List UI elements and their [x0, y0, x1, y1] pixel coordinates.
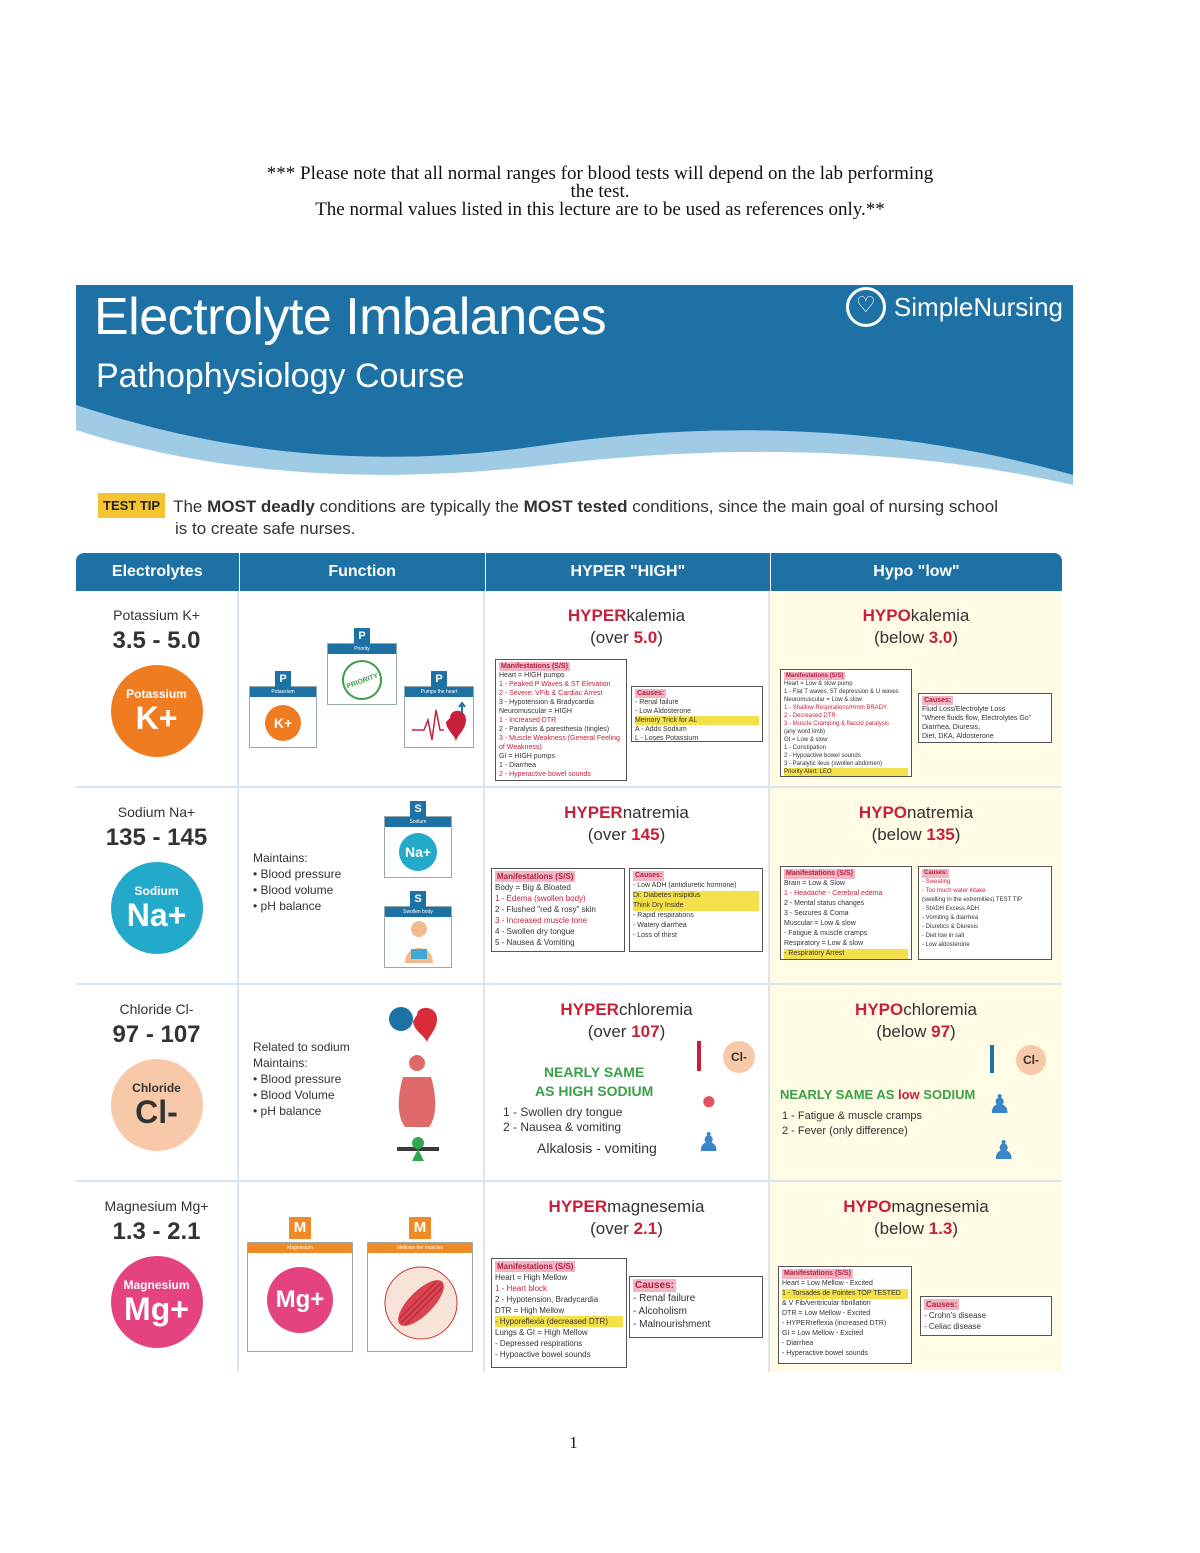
box-line: (any word limb): [784, 729, 826, 735]
tile-letter: M: [289, 1217, 311, 1239]
box-line: - Malnourishment: [633, 1319, 711, 1330]
magnesium-badge-icon: [111, 1256, 203, 1348]
manifestations-box: [491, 868, 625, 952]
cond-prefix: HYPO: [858, 803, 908, 822]
test-tip: [98, 493, 1058, 539]
box-line: Body = Big & Bloated: [495, 883, 571, 892]
cond-value: 145: [631, 825, 660, 844]
table-row-chloride: [76, 985, 1062, 1182]
box-heading: Manifestations (S/S): [786, 870, 853, 877]
cond-close: ): [954, 825, 961, 844]
hypo-cell: [770, 1182, 1062, 1372]
tile-letter: P: [275, 671, 291, 687]
function-cell: [239, 788, 485, 983]
nearly-same-note: [780, 1087, 975, 1102]
box-line: of Weakness): [499, 744, 542, 751]
hyper-condition: [485, 605, 768, 649]
box-line: GI = Low Mellow - Excited: [782, 1330, 864, 1337]
box-line: Brain = Low & Slow: [784, 880, 845, 887]
electrolyte-table: [76, 553, 1062, 1372]
hyper-cell: [485, 591, 770, 786]
cond-value: 97: [931, 1022, 951, 1041]
box-line: 5 - Nausea & Vomiting: [495, 938, 575, 947]
chloride-bubble-icon: Cl-: [1016, 1045, 1046, 1075]
electrolyte-infographic: [76, 285, 1073, 1367]
cond-compare: (over: [587, 1022, 632, 1041]
box-line: - Alcoholism: [633, 1306, 687, 1317]
cond-prefix: HYPER: [548, 1197, 608, 1216]
box-line: 2 - Hyperactive bowel sounds: [499, 771, 591, 778]
heart-pump-icon: [410, 700, 470, 746]
hypo-cell: [770, 591, 1062, 786]
normal-range: 97 - 107: [112, 1021, 201, 1048]
function-item: • Blood pressure: [253, 1072, 342, 1086]
function-title: Maintains:: [253, 851, 308, 865]
cond-prefix: HYPER: [564, 803, 623, 822]
tip-bold: MOST tested: [523, 497, 628, 516]
disclaimer-line-3: The normal values listed in this lecture are to be used as references only.**: [315, 199, 885, 220]
note-part: low: [898, 1087, 920, 1102]
header-function: Function: [240, 553, 486, 591]
badge-label: Magnesium: [123, 1278, 190, 1292]
cond-prefix: HYPO: [855, 1000, 904, 1019]
box-line: DTR = Low Mellow - Excited: [782, 1310, 871, 1317]
box-line: 1 - Increased DTR: [499, 717, 557, 724]
cond-value: 107: [631, 1022, 660, 1041]
disclaimer-line-2: the test.: [570, 181, 630, 202]
box-line: - Hyperactive bowel sounds: [782, 1350, 868, 1357]
box-line: 3 - Hypotension & Bradycardia: [499, 699, 594, 706]
mellows-muscles-tile: [367, 1219, 473, 1352]
function-item-text: Blood volume: [260, 883, 334, 897]
box-heading: Manifestations (S/S): [501, 663, 568, 670]
note-line: AS HIGH SODIUM: [535, 1083, 654, 1099]
box-heading: Manifestations (S/S): [784, 1270, 851, 1277]
function-item: • Blood Volume: [253, 1088, 335, 1102]
tile-symbol: Na+: [399, 833, 437, 871]
box-line: - Crohn's disease: [924, 1311, 986, 1320]
box-line: 3 - Paralytic ileus (swollen abdomen): [784, 761, 883, 767]
cond-compare: (over: [587, 825, 632, 844]
box-heading: Causes:: [926, 1300, 958, 1309]
cond-compare: (over: [590, 628, 634, 647]
symptom-list: [782, 1109, 922, 1139]
cond-close: ): [950, 1022, 956, 1041]
box-line: 1 - Heart block: [495, 1284, 548, 1293]
box-heading: Causes:: [924, 870, 948, 876]
normal-range: 135 - 145: [105, 824, 208, 851]
banner-subtitle: Pathophysiology Course: [96, 357, 465, 395]
header-hyper: HYPER "HIGH": [486, 553, 771, 591]
cond-suffix: chloremia: [618, 1000, 693, 1019]
box-line: Memory Trick for AL: [635, 716, 759, 725]
box-line: - Respiratory Arrest: [784, 949, 908, 959]
badge-symbol: Cl-: [135, 1094, 178, 1130]
box-line: 3 - Seizures & Coma: [784, 910, 849, 917]
box-line: 1 - Peaked P Waves & ST Elevation: [499, 681, 611, 688]
cond-prefix: HYPER: [567, 606, 627, 625]
tile-symbol: Mg+: [267, 1267, 333, 1333]
box-line: Di: Diabetes insipidus: [633, 891, 759, 901]
box-line: - Low aldosterone: [922, 942, 970, 948]
box-line: Fluid Loss/Electrolyte Loss: [922, 706, 1006, 713]
causes-box: [631, 686, 763, 742]
manifestations-box: [778, 1266, 912, 1364]
alkalosis-note: Alkalosis - vomiting: [537, 1140, 657, 1156]
box-line: - Rapid respirations: [633, 912, 694, 919]
priority-stamp-icon: PRIORITY: [336, 654, 387, 705]
box-line: 1 - Diarrhea: [499, 762, 536, 769]
cond-value: 5.0: [633, 628, 658, 647]
tile-caption: Swollen body: [385, 907, 451, 917]
box-line: 2 - Flushed "red & rosy" skin: [495, 905, 596, 914]
box-line: Heart = HIGH pumps: [499, 672, 565, 679]
box-line: 3 - Muscle Weakness (General Feeling: [499, 735, 620, 742]
box-line: - Diarrhea: [782, 1340, 814, 1347]
box-line: Muscular = Low & slow: [784, 920, 856, 927]
cond-suffix: magnesemia: [891, 1197, 989, 1216]
box-line: Neuromuscular = HIGH: [499, 708, 572, 715]
function-cell: [239, 591, 485, 786]
electrolyte-cell: [76, 788, 239, 983]
badge-label: Potassium: [126, 687, 187, 701]
box-line: L - Loses Potassium: [635, 735, 699, 742]
muscle-icon: [383, 1265, 459, 1341]
box-line: & V Fib/ventricular fibrillation: [782, 1300, 871, 1307]
electrolyte-name: Sodium Na+: [117, 804, 196, 820]
cond-suffix: chloremia: [903, 1000, 977, 1019]
manifestations-box: [780, 866, 912, 960]
page-number: 1: [569, 1433, 578, 1452]
nearly-same-note: [535, 1063, 653, 1101]
box-line: 2 - Mental status changes: [784, 900, 865, 907]
function-item-text: Blood pressure: [260, 1072, 342, 1086]
box-line: - Diet low in salt: [922, 933, 965, 939]
cond-compare: (below: [873, 1219, 929, 1238]
table-row-potassium: [76, 591, 1062, 788]
box-line: - Depressed respirations: [495, 1339, 583, 1348]
box-heading: Causes:: [924, 697, 952, 704]
box-line: 1 - Torsades de Pointes TOP TESTED: [782, 1289, 908, 1299]
note-line: NEARLY SAME: [543, 1064, 645, 1080]
function-cell: [239, 985, 485, 1180]
tile-letter: M: [409, 1217, 431, 1239]
tip-text: conditions, since the main goal of nursing school: [627, 497, 998, 516]
box-heading: Causes:: [637, 690, 665, 697]
symptom-item: 1 - Swollen dry tongue: [503, 1105, 623, 1119]
box-line: 2 - Severe: VFib & Cardiac Arrest: [499, 690, 603, 697]
symptom-item: 2 - Fever (only difference): [782, 1125, 908, 1137]
box-line: 4 - Swollen dry tongue: [495, 927, 575, 936]
arrow-down-icon: [990, 1045, 994, 1073]
cond-prefix: HYPER: [560, 1000, 619, 1019]
causes-box: [918, 693, 1052, 743]
electrolyte-cell: [76, 591, 239, 786]
tile-letter: P: [431, 671, 447, 687]
lab-disclaimer: [0, 165, 1200, 219]
symptom-list: [503, 1105, 622, 1135]
cond-close: ): [659, 1022, 666, 1041]
cond-suffix: magnesemia: [607, 1197, 705, 1216]
box-line: - Watery diarrhea: [633, 922, 687, 929]
box-line: - Loss of thirst: [633, 932, 677, 939]
function-item-text: pH balance: [260, 899, 322, 913]
box-line: 2 - Hypoactive bowel sounds: [784, 753, 861, 759]
box-line: 1 - Constipation: [784, 745, 827, 751]
magnesium-tile: [247, 1219, 353, 1352]
box-line: 3 - Muscle Cramping & flaccid paralysis: [784, 721, 890, 727]
tile-symbol: K+: [265, 705, 301, 741]
hyper-condition: [485, 802, 768, 846]
cond-value: 1.3: [928, 1219, 953, 1238]
cond-compare: (below: [871, 825, 927, 844]
tile-caption: Priority: [328, 644, 396, 654]
tip-bold: MOST deadly: [207, 497, 315, 516]
manifestations-box: [495, 659, 627, 781]
banner-title: Electrolyte Imbalances: [94, 288, 607, 346]
tile-caption: Sodium: [385, 817, 451, 827]
swollen-body-tile: [384, 893, 452, 968]
box-line: Think Dry Inside: [633, 901, 759, 911]
hypo-cell: [770, 985, 1062, 1180]
causes-box: [629, 1276, 763, 1338]
box-line: - Renal failure: [635, 699, 679, 706]
heart-logo-icon: [846, 287, 886, 327]
causes-box: [918, 866, 1052, 960]
function-item-text: pH balance: [260, 1104, 322, 1118]
electrolyte-cell: [76, 985, 239, 1180]
box-heading: Manifestations (S/S): [786, 673, 844, 679]
box-line: - HYPERreflexia (increased DTR): [782, 1320, 887, 1327]
box-line: Heart = Low & slow pump: [784, 681, 853, 687]
cond-compare: (over: [590, 1219, 634, 1238]
body-systems-icon: [379, 997, 449, 1167]
causes-box: [629, 868, 763, 952]
box-line: 1 - Shallow Respirations/Hmm BRADY: [784, 705, 888, 711]
box-line: 2 - Paralysis & paresthesia (tingles): [499, 726, 610, 733]
hyper-cell: [485, 1182, 770, 1372]
symptom-item: 2 - Nausea & vomiting: [503, 1120, 622, 1134]
function-item: • pH balance: [253, 899, 322, 913]
hypo-condition: [770, 1196, 1062, 1240]
pumps-heart-tile: [404, 673, 474, 748]
cond-close: ): [952, 628, 959, 647]
normal-range: 1.3 - 2.1: [112, 1218, 201, 1245]
box-line: 1 - Flat T waves, ST depression & U waves: [784, 689, 899, 695]
box-line: Diet, DKA, Aldosterone: [922, 733, 994, 740]
electrolyte-name: Magnesium Mg+: [104, 1198, 209, 1214]
tile-caption: Mellows the muscles: [368, 1243, 472, 1253]
table-row-sodium: [76, 788, 1062, 985]
potassium-badge-icon: [111, 665, 203, 757]
symptom-item: 1 - Fatigue & muscle cramps: [782, 1110, 922, 1122]
tip-text-line2: is to create safe nurses.: [175, 519, 356, 538]
hypo-condition: [770, 605, 1062, 649]
electrolyte-cell: [76, 1182, 239, 1372]
cond-close: ): [659, 825, 666, 844]
tile-caption: Pumps the heart: [405, 687, 473, 697]
arrow-up-icon: [697, 1041, 701, 1071]
cond-prefix: HYPO: [862, 606, 911, 625]
cond-suffix: natremia: [907, 803, 974, 822]
badge-symbol: Mg+: [124, 1291, 189, 1327]
tile-caption: Magnesium: [248, 1243, 352, 1253]
cramp-person-icon: ♟: [988, 1089, 1012, 1119]
manifestations-box: [780, 669, 912, 777]
tile-caption: Potassium: [250, 687, 316, 697]
hyper-condition: [485, 1196, 768, 1240]
sodium-tile: [384, 803, 452, 878]
box-line: DTR = High Mellow: [495, 1306, 565, 1315]
box-heading: Causes:: [635, 872, 663, 879]
function-title: Maintains:: [253, 1056, 308, 1070]
disclaimer-line-1: *** Please note that all normal ranges for blood tests will depend on the lab performing: [266, 163, 934, 184]
tile-letter: S: [410, 891, 426, 907]
table-header: [76, 553, 1062, 591]
function-text: [253, 1039, 350, 1119]
box-line: - Too much water intake: [922, 888, 986, 894]
tongue-icon: ●: [701, 1085, 717, 1115]
function-text: [253, 850, 341, 914]
box-heading: Manifestations (S/S): [497, 1262, 574, 1271]
cond-value: 3.0: [928, 628, 953, 647]
badge-symbol: K+: [135, 700, 178, 736]
box-line: Priority Alert: LEO: [784, 768, 908, 776]
function-cell: [239, 1182, 485, 1372]
header-hypo: Hypo "low": [873, 563, 960, 580]
cond-suffix: kalemia: [626, 606, 686, 625]
box-line: 2 - Decreased DTR: [784, 713, 836, 719]
box-line: 2 - Hypotension, Bradycardia: [495, 1295, 599, 1304]
cond-suffix: kalemia: [910, 606, 970, 625]
box-line: - Celiac disease: [924, 1322, 981, 1331]
hypo-condition: [770, 802, 1062, 846]
hypo-condition: [770, 999, 1062, 1043]
function-item: • pH balance: [253, 1104, 322, 1118]
box-line: GI = HIGH pumps: [499, 753, 555, 760]
function-item: • Blood volume: [253, 883, 334, 897]
box-heading: Manifestations (S/S): [497, 872, 574, 881]
banner: [76, 285, 1073, 485]
causes-box: [920, 1296, 1052, 1336]
cond-value: 2.1: [633, 1219, 658, 1238]
cond-suffix: natremia: [622, 803, 689, 822]
nausea-person-icon: ♟: [697, 1127, 721, 1157]
normal-range: 3.5 - 5.0: [112, 627, 201, 654]
box-line: Heart = High Mellow: [495, 1273, 568, 1282]
badge-label: Chloride: [132, 1081, 181, 1095]
priority-tile: [327, 630, 397, 705]
box-line: - Low ADH (antidiuretic hormone): [633, 882, 737, 889]
box-line: - Vomiting & diarrhea: [922, 915, 979, 921]
box-line: - Sweating: [922, 879, 951, 885]
box-line: 1 - Headache - Cerebral edema: [784, 890, 883, 897]
cond-close: ): [657, 1219, 663, 1238]
swollen-person-icon: [399, 919, 439, 965]
box-line: Neuromuscular = Low & slow: [784, 697, 862, 703]
tip-text: The: [173, 497, 208, 516]
box-line: - Fatigue & muscle cramps: [784, 930, 868, 937]
cond-close: ): [952, 1219, 959, 1238]
box-line: - Diuretics & Diuresis: [922, 924, 979, 930]
box-line: - Low Aldosterone: [635, 708, 692, 715]
box-line: Lungs & GI = High Mellow: [495, 1328, 588, 1337]
cond-compare: (below: [876, 1022, 932, 1041]
badge-label: Sodium: [134, 884, 179, 898]
box-line: Heart = Low Mellow - Excited: [782, 1280, 873, 1287]
box-line: - SIADH Excess ADH: [922, 906, 980, 912]
table-row-magnesium: [76, 1182, 1062, 1372]
box-line: Diarrhea, Diuresis,: [922, 724, 980, 731]
note-part: SODIUM: [919, 1087, 976, 1102]
electrolyte-name: Chloride Cl-: [119, 1001, 194, 1017]
fever-person-icon: ♟: [992, 1135, 1016, 1165]
manifestations-box: [491, 1258, 627, 1368]
box-line: A - Adds Sodium: [635, 726, 687, 733]
brand-name: SimpleNursing: [893, 291, 1063, 322]
function-item-text: Blood Volume: [260, 1088, 335, 1102]
electrolyte-name: Potassium K+: [113, 607, 200, 623]
hyper-condition: [485, 999, 768, 1043]
box-line: - Renal failure: [633, 1293, 696, 1304]
cond-value: 135: [926, 825, 955, 844]
potassium-tile: [249, 673, 317, 748]
hypo-cell: [770, 788, 1062, 983]
function-item-text: Blood pressure: [260, 867, 342, 881]
tile-letter: S: [410, 801, 426, 817]
box-line: (swelling in the extremities) TEST TIP: [922, 897, 1023, 903]
box-line: 1 - Edema (swollen body): [495, 894, 586, 903]
box-line: GI = Low & slow: [784, 737, 828, 743]
hyper-cell: [485, 985, 770, 1180]
chloride-bubble-icon: Cl-: [723, 1041, 755, 1073]
cond-close: ): [657, 628, 663, 647]
test-tip-badge: TEST TIP: [98, 493, 165, 518]
chloride-badge-icon: [111, 1059, 203, 1151]
box-line: "Where fluids flow, Electrolytes Go": [922, 715, 1032, 722]
function-item: • Blood pressure: [253, 867, 342, 881]
box-heading: Causes:: [635, 1280, 674, 1291]
box-line: - Hypoactive bowel sounds: [495, 1350, 591, 1359]
brand-logo: [846, 287, 1063, 327]
header-electrolytes: Electrolytes: [76, 553, 240, 591]
tile-letter: P: [354, 628, 370, 644]
box-line: - Hyporeflexia (decreased DTR): [495, 1316, 623, 1327]
cond-prefix: HYPO: [843, 1197, 892, 1216]
badge-symbol: Na+: [126, 897, 187, 933]
cond-compare: (below: [873, 628, 929, 647]
sodium-badge-icon: [111, 862, 203, 954]
box-line: 3 - Increased muscle tone: [495, 916, 588, 925]
box-line: Respiratory = Low & slow: [784, 940, 864, 947]
note-part: NEARLY SAME AS: [780, 1087, 898, 1102]
function-title: Related to sodium: [253, 1040, 350, 1054]
tip-text: conditions are typically the: [314, 497, 524, 516]
hyper-cell: [485, 788, 770, 983]
